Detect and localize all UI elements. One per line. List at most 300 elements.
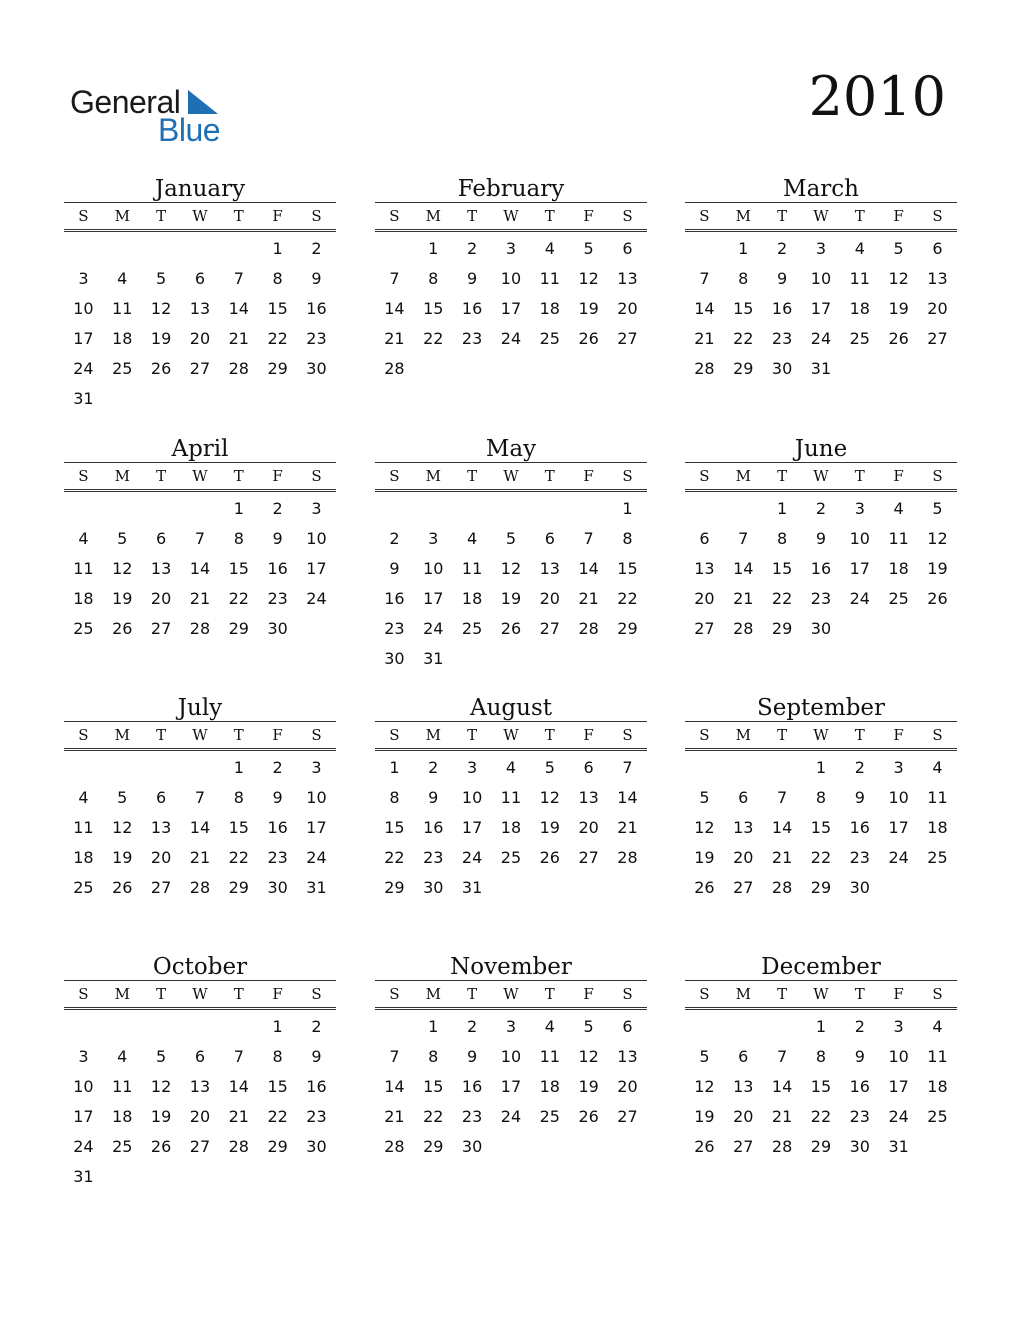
day-cell: 12 <box>112 818 133 837</box>
day-cell: 16 <box>384 589 405 608</box>
day-cell: 10 <box>423 559 444 578</box>
day-cell: 4 <box>854 239 865 258</box>
weekday-header: W <box>503 207 519 225</box>
day-cell: 3 <box>505 239 517 258</box>
weekday-header: W <box>503 467 519 485</box>
day-cell: 10 <box>306 788 327 807</box>
day-cell: 1 <box>272 1017 283 1036</box>
weekday-header: M <box>735 467 751 485</box>
day-cell: 1 <box>777 499 788 518</box>
day-cell: 24 <box>73 359 94 378</box>
day-cell: 18 <box>73 848 94 867</box>
day-cell: 17 <box>73 329 94 348</box>
day-cell: 6 <box>738 788 749 807</box>
day-cell: 13 <box>617 269 638 288</box>
day-cell: 23 <box>849 1107 870 1126</box>
day-cell: 13 <box>150 559 172 578</box>
weekday-header: S <box>311 985 322 1003</box>
day-cell: 26 <box>112 619 133 638</box>
empty-cell <box>181 1012 220 1042</box>
day-cell: 8 <box>389 788 400 807</box>
day-cell: 23 <box>384 619 405 638</box>
day-cell: 27 <box>927 329 948 348</box>
day-cell: 25 <box>500 848 522 867</box>
day-cell: 22 <box>733 329 754 348</box>
day-cell: 2 <box>389 529 400 548</box>
month-name: September <box>685 695 957 722</box>
weekday-header: S <box>389 985 400 1003</box>
day-cell: 8 <box>428 1047 439 1066</box>
day-cell: 11 <box>539 1047 560 1066</box>
day-cell: 7 <box>583 529 594 548</box>
day-cell: 29 <box>733 359 754 378</box>
day-cell: 12 <box>927 529 948 548</box>
day-cell: 22 <box>810 1107 832 1126</box>
day-cell: 27 <box>539 619 560 638</box>
day-cell: 12 <box>500 559 522 578</box>
day-cell: 2 <box>815 499 827 518</box>
day-cell: 18 <box>539 1077 560 1096</box>
weekday-header: S <box>622 207 633 225</box>
day-cell: 4 <box>467 529 478 548</box>
day-cell: 9 <box>389 559 400 578</box>
empty-cell <box>724 753 763 783</box>
weekday-header: W <box>192 467 208 485</box>
month-name: February <box>375 176 647 203</box>
day-cell: 6 <box>194 269 206 288</box>
weekday-header: T <box>854 467 865 485</box>
day-cell: 24 <box>500 1107 522 1126</box>
day-cell: 8 <box>272 269 283 288</box>
day-cell: 14 <box>228 1077 249 1096</box>
day-cell: 21 <box>578 589 599 608</box>
day-cell: 24 <box>500 329 522 348</box>
day-grid <box>685 1012 957 1162</box>
empty-cell <box>142 494 181 524</box>
day-cell: 30 <box>849 1137 870 1156</box>
day-grid <box>375 1012 647 1162</box>
day-cell: 21 <box>189 589 211 608</box>
weekday-header: M <box>114 207 130 225</box>
day-cell: 20 <box>150 848 172 867</box>
day-cell: 9 <box>854 1047 865 1066</box>
day-cell: 17 <box>423 589 444 608</box>
day-cell: 7 <box>233 269 244 288</box>
day-cell: 21 <box>694 329 715 348</box>
general-blue-logo <box>70 84 230 154</box>
weekday-header: T <box>777 467 788 485</box>
day-cell: 16 <box>267 559 288 578</box>
day-cell: 6 <box>622 1017 633 1036</box>
day-cell: 3 <box>311 758 322 777</box>
weekday-header: T <box>854 726 865 744</box>
month-october <box>64 954 336 1192</box>
empty-cell <box>64 753 103 783</box>
day-cell: 14 <box>384 1077 405 1096</box>
day-cell: 12 <box>112 559 133 578</box>
empty-cell <box>103 234 142 264</box>
empty-cell <box>181 234 220 264</box>
day-cell: 19 <box>694 1107 715 1126</box>
weekday-header: T <box>467 467 478 485</box>
day-cell: 2 <box>854 1017 865 1036</box>
day-cell: 31 <box>73 389 94 408</box>
day-cell: 14 <box>733 559 754 578</box>
empty-cell <box>685 1012 724 1042</box>
day-cell: 26 <box>578 1107 599 1126</box>
day-cell: 6 <box>738 1047 749 1066</box>
weekday-header: S <box>311 207 322 225</box>
day-cell: 18 <box>927 1077 948 1096</box>
day-cell: 5 <box>505 529 517 548</box>
day-cell: 6 <box>622 239 633 258</box>
day-cell: 27 <box>733 878 754 897</box>
weekday-header: T <box>854 207 865 225</box>
day-cell: 22 <box>267 329 288 348</box>
day-cell: 30 <box>810 619 832 638</box>
day-cell: 9 <box>854 788 865 807</box>
day-cell: 25 <box>539 329 560 348</box>
month-name: August <box>375 695 647 722</box>
day-cell: 14 <box>771 818 793 837</box>
day-cell: 22 <box>771 589 793 608</box>
day-cell: 31 <box>306 878 327 897</box>
day-grid <box>64 494 336 644</box>
day-cell: 25 <box>112 359 133 378</box>
day-cell: 13 <box>694 559 715 578</box>
day-cell: 22 <box>384 848 405 867</box>
day-cell: 23 <box>461 329 483 348</box>
day-cell: 24 <box>461 848 483 867</box>
empty-cell <box>685 234 724 264</box>
day-cell: 14 <box>189 559 211 578</box>
day-cell: 26 <box>150 1137 172 1156</box>
day-cell: 11 <box>927 1047 948 1066</box>
day-cell: 12 <box>150 1077 172 1096</box>
day-cell: 17 <box>888 818 909 837</box>
empty-cell <box>763 1012 802 1042</box>
day-cell: 13 <box>617 1047 638 1066</box>
day-cell: 28 <box>578 619 599 638</box>
day-cell: 18 <box>927 818 948 837</box>
day-cell: 27 <box>733 1137 754 1156</box>
weekday-header: F <box>893 467 904 485</box>
day-cell: 30 <box>423 878 444 897</box>
day-cell: 3 <box>311 499 322 518</box>
weekday-header: T <box>777 726 788 744</box>
day-cell: 22 <box>267 1107 288 1126</box>
weekday-header: S <box>311 726 322 744</box>
weekday-header: S <box>389 726 400 744</box>
day-cell: 8 <box>738 269 749 288</box>
day-cell: 10 <box>73 299 94 318</box>
day-cell: 25 <box>927 1107 948 1126</box>
day-cell: 15 <box>423 299 444 318</box>
day-cell: 13 <box>539 559 560 578</box>
day-cell: 7 <box>389 269 400 288</box>
day-cell: 20 <box>694 589 715 608</box>
weekday-header: T <box>544 467 555 485</box>
weekday-header: S <box>78 467 89 485</box>
day-cell: 29 <box>228 878 249 897</box>
day-cell: 14 <box>228 299 249 318</box>
day-cell: 22 <box>228 848 249 867</box>
day-cell: 6 <box>194 1047 206 1066</box>
day-cell: 10 <box>500 1047 522 1066</box>
day-cell: 5 <box>893 239 904 258</box>
day-cell: 4 <box>117 1047 128 1066</box>
day-cell: 24 <box>849 589 870 608</box>
day-cell: 2 <box>854 758 865 777</box>
day-grid <box>685 494 957 644</box>
weekday-header: T <box>544 726 555 744</box>
day-cell: 29 <box>423 1137 444 1156</box>
logo-text-blue: Blue <box>158 112 221 148</box>
day-cell: 29 <box>228 619 249 638</box>
month-december <box>685 954 957 1162</box>
weekday-header: T <box>467 207 478 225</box>
day-cell: 2 <box>272 758 283 777</box>
day-cell: 3 <box>78 1047 89 1066</box>
empty-cell <box>219 1012 258 1042</box>
weekday-header: S <box>622 985 633 1003</box>
weekday-header: S <box>932 985 943 1003</box>
day-cell: 12 <box>578 1047 599 1066</box>
day-cell: 7 <box>389 1047 400 1066</box>
day-cell: 22 <box>617 589 638 608</box>
day-cell: 26 <box>539 848 560 867</box>
day-cell: 18 <box>500 818 522 837</box>
month-name: May <box>375 436 647 463</box>
day-cell: 29 <box>810 1137 832 1156</box>
day-cell: 9 <box>311 269 322 288</box>
weekday-header: W <box>813 726 829 744</box>
day-cell: 30 <box>306 359 327 378</box>
day-cell: 17 <box>73 1107 94 1126</box>
day-cell: 21 <box>384 329 405 348</box>
day-cell: 20 <box>189 329 211 348</box>
day-cell: 9 <box>467 1047 478 1066</box>
day-cell: 23 <box>849 848 870 867</box>
day-cell: 30 <box>306 1137 327 1156</box>
weekday-header-row <box>685 981 957 1010</box>
day-cell: 9 <box>815 529 827 548</box>
weekday-header: S <box>78 985 89 1003</box>
day-cell: 18 <box>849 299 870 318</box>
weekday-header: F <box>893 726 904 744</box>
day-cell: 1 <box>389 758 400 777</box>
empty-cell <box>181 753 220 783</box>
day-cell: 12 <box>694 818 715 837</box>
day-cell: 8 <box>815 1047 827 1066</box>
day-cell: 24 <box>423 619 444 638</box>
weekday-header: S <box>932 207 943 225</box>
day-cell: 1 <box>738 239 749 258</box>
weekday-header: S <box>78 726 89 744</box>
day-grid <box>375 234 647 384</box>
weekday-header: T <box>233 726 244 744</box>
day-cell: 18 <box>461 589 483 608</box>
day-grid <box>64 1012 336 1192</box>
weekday-header: T <box>156 207 167 225</box>
day-grid <box>375 753 647 903</box>
day-cell: 17 <box>306 559 327 578</box>
day-cell: 1 <box>233 758 244 777</box>
day-cell: 11 <box>112 299 133 318</box>
day-cell: 18 <box>888 559 909 578</box>
day-cell: 23 <box>461 1107 483 1126</box>
day-cell: 5 <box>583 239 594 258</box>
day-cell: 8 <box>233 788 244 807</box>
weekday-header: T <box>544 985 555 1003</box>
empty-cell <box>181 494 220 524</box>
day-cell: 13 <box>733 1077 754 1096</box>
day-cell: 3 <box>893 758 904 777</box>
empty-cell <box>64 494 103 524</box>
day-cell: 23 <box>306 329 327 348</box>
day-cell: 21 <box>189 848 211 867</box>
day-cell: 5 <box>156 1047 167 1066</box>
day-cell: 21 <box>617 818 638 837</box>
weekday-header: S <box>699 207 710 225</box>
month-name: March <box>685 176 957 203</box>
day-cell: 14 <box>617 788 638 807</box>
day-cell: 3 <box>505 1017 517 1036</box>
weekday-header: W <box>813 467 829 485</box>
day-cell: 7 <box>622 758 633 777</box>
day-grid <box>685 234 957 384</box>
weekday-header: T <box>156 726 167 744</box>
day-cell: 3 <box>78 269 89 288</box>
day-cell: 18 <box>539 299 560 318</box>
day-cell: 16 <box>423 818 444 837</box>
day-cell: 9 <box>777 269 788 288</box>
weekday-header: M <box>735 985 751 1003</box>
day-cell: 28 <box>384 1137 405 1156</box>
weekday-header-row <box>64 981 336 1010</box>
day-cell: 28 <box>617 848 638 867</box>
day-cell: 31 <box>461 878 483 897</box>
day-cell: 8 <box>233 529 244 548</box>
day-cell: 4 <box>544 1017 555 1036</box>
day-cell: 19 <box>888 299 909 318</box>
day-cell: 20 <box>927 299 948 318</box>
weekday-header: M <box>114 985 130 1003</box>
day-cell: 3 <box>815 239 827 258</box>
day-cell: 4 <box>505 758 517 777</box>
weekday-header-row <box>375 463 647 492</box>
day-cell: 10 <box>461 788 483 807</box>
day-cell: 25 <box>888 589 909 608</box>
day-cell: 7 <box>194 529 206 548</box>
weekday-header: F <box>272 207 283 225</box>
weekday-header: T <box>854 985 865 1003</box>
month-november <box>375 954 647 1162</box>
weekday-header: S <box>699 467 710 485</box>
month-name: December <box>685 954 957 981</box>
day-cell: 19 <box>927 559 948 578</box>
day-cell: 13 <box>189 299 211 318</box>
day-cell: 8 <box>428 269 439 288</box>
day-cell: 31 <box>810 359 832 378</box>
day-cell: 21 <box>228 329 249 348</box>
empty-cell <box>569 494 608 524</box>
day-cell: 28 <box>771 878 793 897</box>
day-cell: 9 <box>467 269 478 288</box>
day-cell: 26 <box>888 329 909 348</box>
empty-cell <box>453 494 492 524</box>
empty-cell <box>724 1012 763 1042</box>
day-cell: 17 <box>306 818 327 837</box>
day-cell: 1 <box>272 239 283 258</box>
day-cell: 18 <box>112 1107 133 1126</box>
day-cell: 28 <box>228 359 249 378</box>
month-july <box>64 695 336 903</box>
day-cell: 6 <box>932 239 943 258</box>
weekday-header: T <box>467 985 478 1003</box>
logo-text-general: General <box>70 84 181 120</box>
day-cell: 15 <box>228 818 249 837</box>
day-cell: 30 <box>771 359 793 378</box>
weekday-header: T <box>233 207 244 225</box>
day-cell: 7 <box>738 529 749 548</box>
weekday-header: T <box>156 467 167 485</box>
day-cell: 1 <box>815 758 827 777</box>
day-cell: 7 <box>777 788 788 807</box>
day-cell: 7 <box>699 269 710 288</box>
month-january <box>64 176 336 414</box>
day-cell: 29 <box>617 619 638 638</box>
month-august <box>375 695 647 903</box>
empty-cell <box>64 234 103 264</box>
day-cell: 24 <box>810 329 832 348</box>
weekday-header: M <box>425 726 441 744</box>
day-cell: 4 <box>932 758 943 777</box>
day-cell: 31 <box>73 1167 94 1186</box>
weekday-header: T <box>777 207 788 225</box>
day-cell: 2 <box>311 239 322 258</box>
day-cell: 30 <box>384 649 405 668</box>
weekday-header-row <box>64 722 336 751</box>
day-cell: 30 <box>267 619 288 638</box>
day-cell: 4 <box>78 788 89 807</box>
weekday-header: T <box>233 467 244 485</box>
day-cell: 14 <box>384 299 405 318</box>
day-grid <box>64 234 336 414</box>
day-cell: 7 <box>777 1047 788 1066</box>
day-cell: 20 <box>617 1077 638 1096</box>
day-cell: 16 <box>306 1077 327 1096</box>
day-cell: 8 <box>272 1047 283 1066</box>
day-cell: 19 <box>150 1107 172 1126</box>
empty-cell <box>685 753 724 783</box>
weekday-header: M <box>425 207 441 225</box>
day-cell: 14 <box>189 818 211 837</box>
day-cell: 11 <box>73 559 94 578</box>
empty-cell <box>375 494 414 524</box>
day-cell: 5 <box>583 1017 594 1036</box>
day-cell: 12 <box>150 299 172 318</box>
day-cell: 7 <box>194 788 206 807</box>
weekday-header: S <box>622 467 633 485</box>
day-cell: 22 <box>423 1107 444 1126</box>
day-cell: 25 <box>927 848 948 867</box>
day-cell: 16 <box>267 818 288 837</box>
weekday-header: S <box>78 207 89 225</box>
day-cell: 5 <box>117 788 128 807</box>
day-cell: 26 <box>150 359 172 378</box>
day-cell: 19 <box>578 299 599 318</box>
